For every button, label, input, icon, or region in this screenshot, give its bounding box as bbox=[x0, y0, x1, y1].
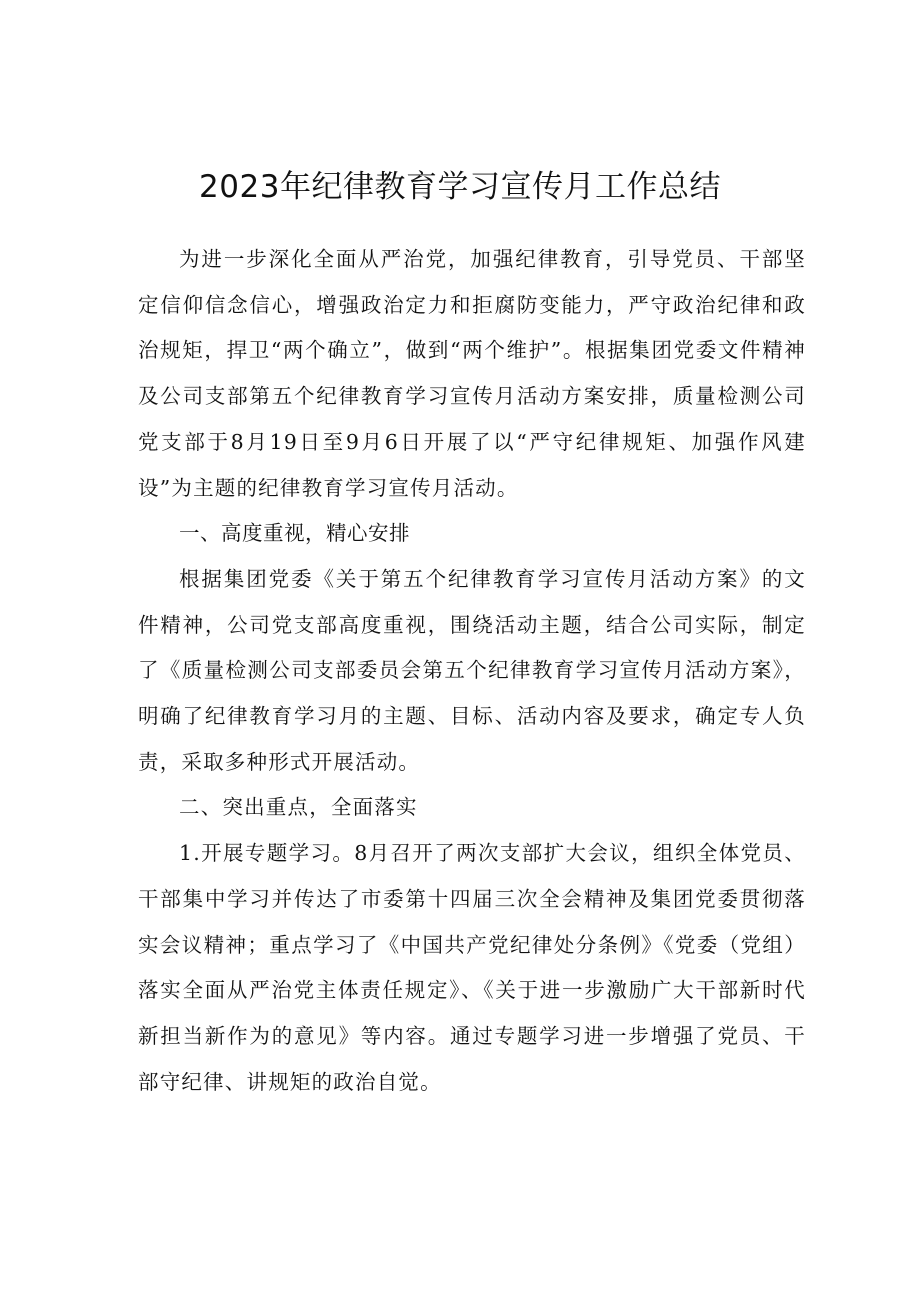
document-title: 2023年纪律教育学习宣传月工作总结 bbox=[199, 169, 721, 205]
section-2-item-1-paragraph: 1.开展专题学习。8月召开了两次支部扩大会议，组织全体党员、干部集中学习并传达了市委第十四届三次全会精神及集团党委贯彻落实会议精神；重点学习了《中国共产党纪律处分条例》《党委（党组）落实全面从严治党主体责任规定》、《关于进一步激励广大干部新时代新担当新作为的意见》等内容。通过专题学习进一步增强了党员、干部守纪律、讲规矩的政治自觉。 bbox=[138, 841, 806, 1094]
section-heading-2: 二、突出重点，全面落实 bbox=[179, 795, 418, 820]
intro-paragraph: 为进一步深化全面从严治党，加强纪律教育，引导党员、干部坚定信仰信念信心，增强政治定力和拒腐防变能力，严守政治纪律和政治规矩，捍卫“两个确立”，做到“两个维护”。根据集团党委文件精神及公司支部第五个纪律教育学习宣传月活动方案安排，质量检测公司党支部于8月19日至9月6日开展了以“严守纪律规矩、加强作风建设”为主题的纪律教育学习宣传月活动。 bbox=[138, 247, 806, 500]
section-1-paragraph: 根据集团党委《关于第五个纪律教育学习宣传月活动方案》的文件精神，公司党支部高度重视，围绕活动主题，结合公司实际，制定了《质量检测公司支部委员会第五个纪律教育学习宣传月活动方案》，明确了纪律教育学习月的主题、目标、活动内容及要求，确定专人负责，采取多种形式开展活动。 bbox=[138, 566, 806, 774]
document-body bbox=[138, 237, 806, 1105]
section-heading-1: 一、高度重视，精心安排 bbox=[179, 521, 410, 546]
